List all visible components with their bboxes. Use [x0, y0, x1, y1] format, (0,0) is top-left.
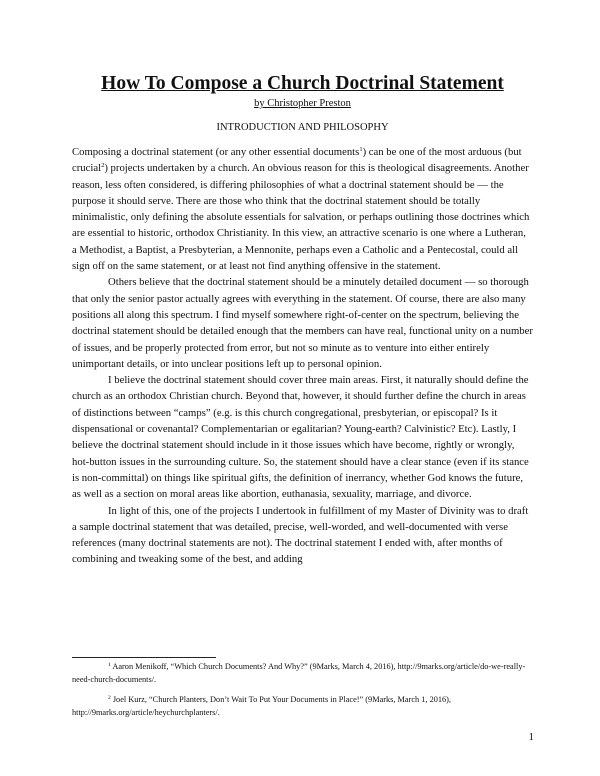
document-title: How To Compose a Church Doctrinal Statement [101, 73, 504, 94]
footnote-text: Joel Kurz, “Church Planters, Don’t Wait To Put Your Documents in Place!” (9Marks, March 1, 2016), http://9marks.org/article/heychurchplanters/. [72, 695, 452, 717]
document-page [72, 72, 533, 568]
section-heading: INTRODUCTION AND PHILOSOPHY [216, 122, 389, 133]
footnote-divider [72, 657, 216, 658]
paragraph-1: Composing a doctrinal statement (or any other essential documents$^1$) can be one of the most arduous (but crucial$^2$) projects undertaken by a church. An obvious reason for this is theological disagreements. Another reason, less often considered, is differing philosophies of what a doctrinal statement should be — the purpose it should serve. There are those who think that the doctrinal statement should be totally minimalistic, only defining the absolute essentials for salvation, or perhaps outlining those doctrines which are essential to historic, orthodox Christianity. In this view, an attractive scenario is one where a Lutheran, a Methodist, a Baptist, a Presbyterian, a Mennonite, perhaps even a Catholic and a Pentecostal, could all sign off on the same statement, or at least not find anything offensive in the statement. [72, 146, 530, 273]
footnote-ref-2[interactable]: 2 [101, 162, 105, 170]
footnote-number: 1 [108, 662, 111, 668]
paragraph-3: I believe the doctrinal statement should cover three main areas. First, it naturally should define the church as an orthodox Christian church. Beyond that, however, it should further define the church in areas of distinctions between “camps” (e.g. is this church congregational, presbyterian, or episcopal? Is it dispensational or covenantal? Complementarian or egalitarian? Young-earth? Calvinistic? Etc). Lastly, I believe the doctrinal statement should include in it those issues which have become, rightly or wrongly, hot-button issues in the surrounding culture. So, the statement should have a clear stance (even if its stance is non-committal) on things like spiritual gifts, the definition of inerrancy, whether God knows the future, as well as a section on moral areas like abortion, euthanasia, sexuality, marriage, and divorce. [72, 374, 529, 501]
footnote-text: Aaron Menikoff, “Which Church Documents? And Why?” (9Marks, March 4, 2016), http://9marks.org/article/do-we-really-need-church-documents/. [72, 662, 526, 684]
paragraph-4: In light of this, one of the projects I undertook in fulfillment of my Master of Divinity was to draft a sample doctrinal statement that was detailed, precise, well-worded, and well-documented with verse references (many doctrinal statements are not). The doctrinal statement I ended with, after months of combining and tweaking some of the best, and adding [72, 504, 529, 566]
footnote-number: 2 [108, 695, 111, 701]
footnotes [72, 661, 533, 727]
document-author: by Christopher Preston [254, 98, 351, 109]
footnote-2 [72, 694, 533, 719]
page-number: 1 [528, 731, 534, 743]
paragraph-2: Others believe that the doctrinal statement should be a minutely detailed document — so thorough that only the senior pastor actually agrees with everything in the statement. Of course, there are also many positions all along this spectrum. I find myself somewhere right-of-center on the spectrum, believing the doctrinal statement should be detailed enough that the members can have real, functional unity on a number of issues, and be properly protected from error, but not so minute as to venture into either entirely unimportant details, or into unclear positions left up to personal opinion. [72, 276, 533, 370]
footnote-1 [72, 661, 533, 686]
footnote-ref-1[interactable]: 1 [359, 146, 363, 153]
